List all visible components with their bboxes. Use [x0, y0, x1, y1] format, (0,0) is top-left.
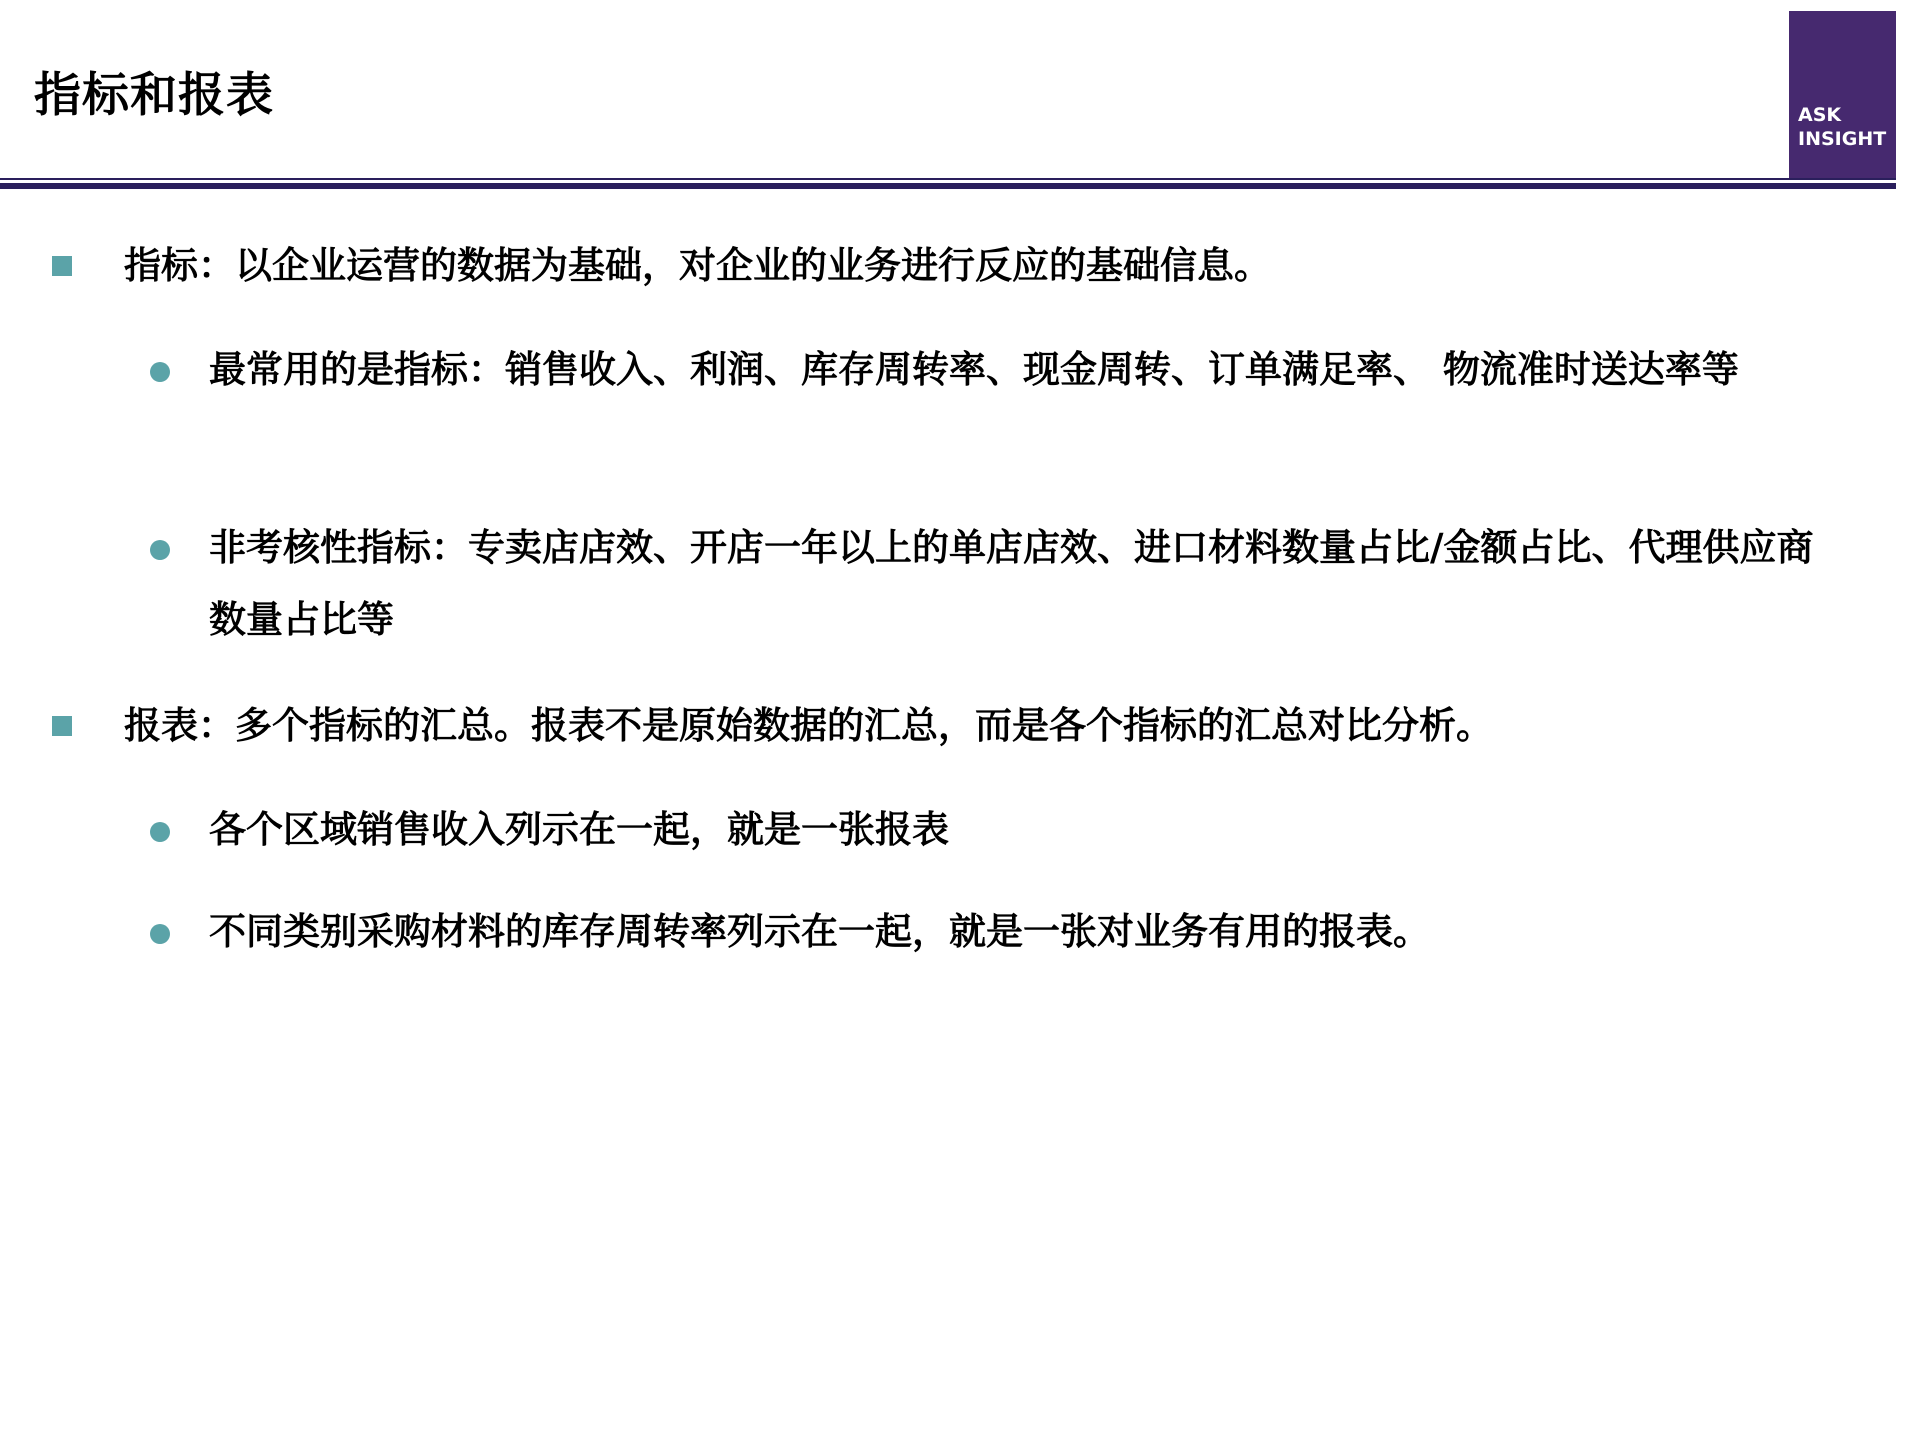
- subitem-common-indicators: [209, 333, 1849, 405]
- subitem-text: 不同类别采购材料的库存周转率列示在一起，就是一张对业务有用的报表。: [209, 909, 1430, 953]
- header-rule-thick: [0, 183, 1896, 189]
- dot-bullet-icon: [150, 924, 170, 944]
- logo-line-1: ASK: [1798, 104, 1842, 126]
- section-label: 指标：: [124, 243, 235, 287]
- subitem-inventory-turnover-report: [209, 895, 1849, 967]
- dot-bullet-icon: [150, 540, 170, 560]
- subitem-non-assessment-indicators: [209, 511, 1849, 655]
- section-label: 报表：: [124, 703, 235, 747]
- section-text: 多个指标的汇总。报表不是原始数据的汇总，而是各个指标的汇总对比分析。: [235, 703, 1493, 747]
- logo-text: [1798, 103, 1886, 151]
- section-indicators: [124, 229, 1884, 301]
- subitem-label: 最常用的是指标：: [209, 347, 505, 391]
- subitem-label: 非考核性指标：: [209, 525, 468, 569]
- subitem-text: 销售收入、利润、库存周转率、现金周转、订单满足率、 物流准时送达率等: [505, 347, 1739, 391]
- subitem-text: 各个区域销售收入列示在一起，就是一张报表: [209, 807, 949, 851]
- dot-bullet-icon: [150, 822, 170, 842]
- dot-bullet-icon: [150, 362, 170, 382]
- ask-insight-logo: [1789, 11, 1896, 178]
- square-bullet-icon: [52, 256, 72, 276]
- logo-line-2: INSIGHT: [1798, 128, 1887, 150]
- header-rule-thin: [0, 178, 1896, 180]
- square-bullet-icon: [52, 716, 72, 736]
- slide-title: 指标和报表: [34, 68, 274, 123]
- section-reports: [124, 689, 1884, 761]
- subitem-text: 专卖店店效、开店一年以上的单店店效、进口材料数量占比/金额占比、代理供应商数量占比等: [209, 525, 1814, 641]
- subitem-regional-sales-report: [209, 793, 1849, 865]
- section-text: 以企业运营的数据为基础，对企业的业务进行反应的基础信息。: [235, 243, 1271, 287]
